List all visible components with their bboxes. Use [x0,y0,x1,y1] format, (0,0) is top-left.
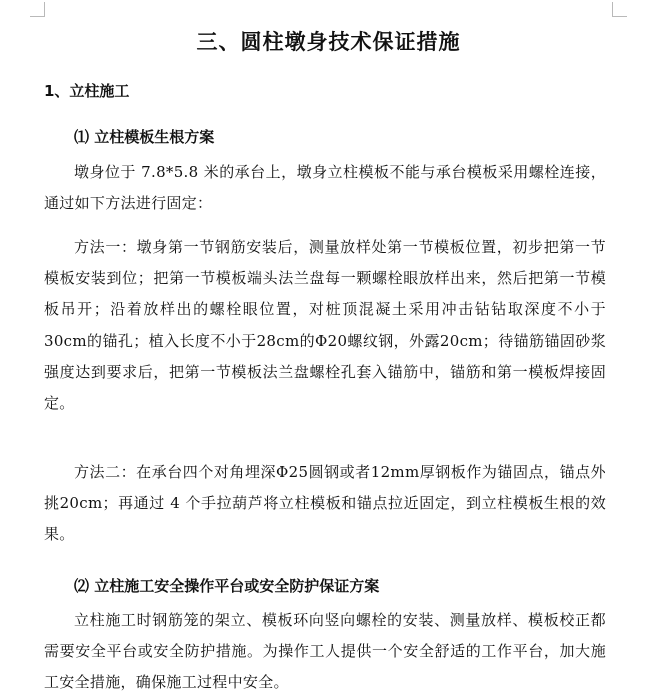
page-corner-mark-top-right [612,2,627,17]
paragraph: 立柱施工时钢筋笼的架立、模板环向竖向螺栓的安装、测量放样、模板校正都需要安全平台或安全防护措施。为操作工人提供一个安全舒适的工作平台，加大施工安全措施，确保施工过程中安全。 [44,611,606,692]
section-heading: 1、立柱施工 [44,82,130,100]
subsection-heading-2: ⑵ 立柱施工安全操作平台或安全防护保证方案 [74,577,380,595]
document-title: 三、圆柱墩身技术保证措施 [196,30,461,54]
paragraph: 方法一：墩身第一节钢筋安装后，测量放样处第一节模板位置，初步把第一节模板安装到位；把第一节模板端头法兰盘每一颗螺栓眼放样出来，然后把第一节模板吊开；沿着放样出的螺栓眼位置，对桩顶混凝土采用冲击钻钻取深度不小于30cm的锚孔；植入长度不小于28cm的Φ20螺纹钢，外露20cm；待锚筋锚固砂浆强度达到要求后，把第一节模板法兰盘螺栓孔套入锚筋中，锚筋和第一模板焊接固定。 [44,238,606,413]
page-corner-mark-top-left [30,2,45,17]
paragraph: 方法二：在承台四个对角埋深Φ25圆钢或者12mm厚钢板作为锚固点，锚点外挑20cm；再通过 4 个手拉葫芦将立柱模板和锚点拉近固定，到立柱模板生根的效果。 [44,463,606,544]
subsection-heading-1: ⑴ 立柱模板生根方案 [74,128,215,146]
paragraph: 墩身位于 7.8*5.8 米的承台上，墩身立柱模板不能与承台模板采用螺栓连接，通过如下方法进行固定： [44,163,606,213]
